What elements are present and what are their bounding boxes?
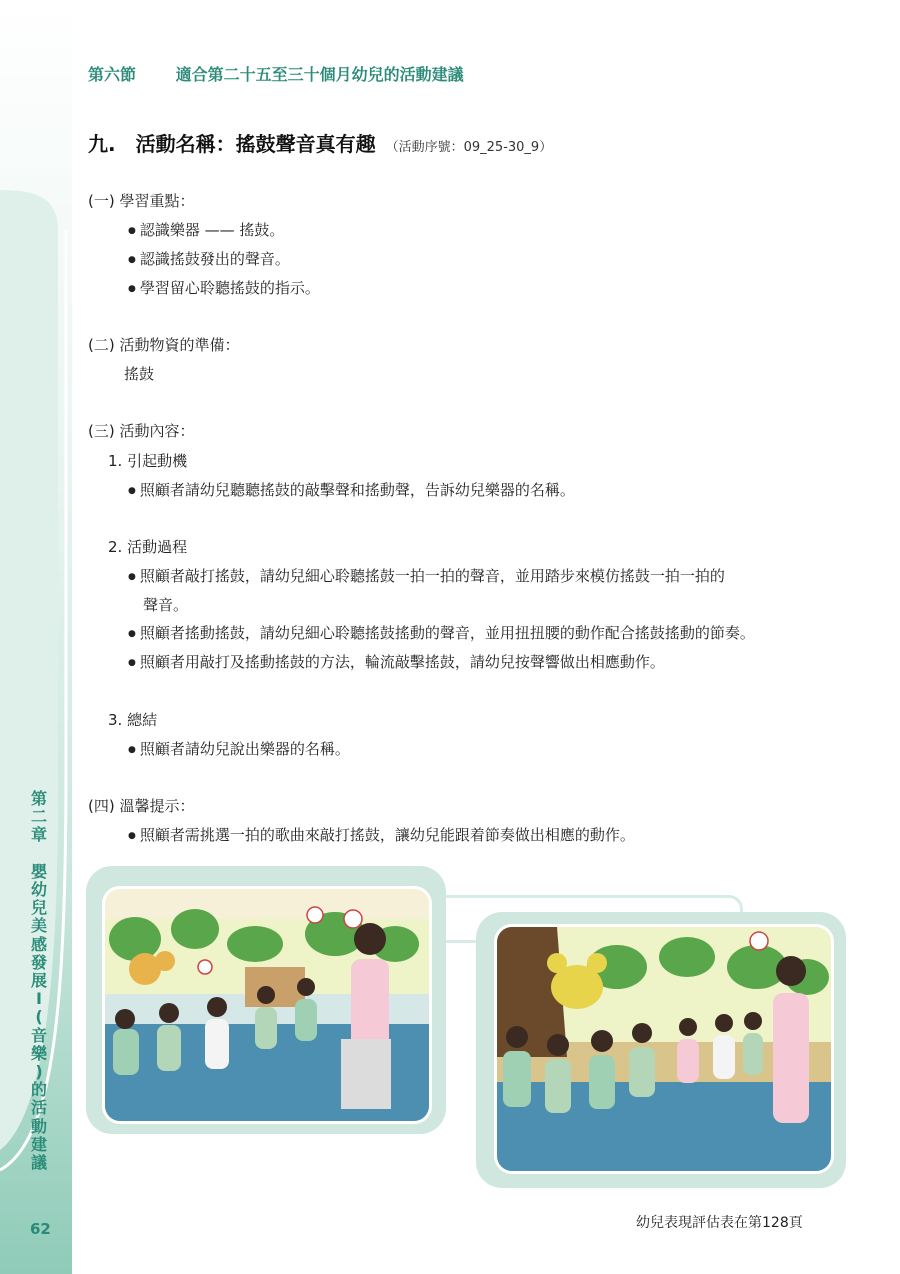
photo-frame-2 [476,912,846,1188]
chapter-title-char: 展 [30,971,47,991]
activity-name: 九. 活動名稱：搖鼓聲音真有趣 [88,132,376,156]
section-number: 第六節 [88,65,137,84]
section-header [88,62,464,85]
activity-photo-2 [494,924,834,1174]
chapter-title-char: I [36,989,42,1009]
chapter-title-char: 動 [30,1116,47,1136]
chapter-title-char: 感 [30,934,47,954]
chapter-title-char: 幼 [30,880,47,900]
chapter-title-char: 兒 [30,898,47,918]
chapter-title-char: 的 [30,1080,47,1100]
step2-item: ● 照顧者搖動搖鼓，請幼兒細心聆聽搖鼓搖動的聲音，並用扭扭腰的動作配合搖鼓搖動的節奏。 [128,622,755,643]
chapter-title-char: ) [35,1062,43,1082]
chapter-title-char: ( [35,1007,43,1027]
chapter-title-vertical [27,790,51,1172]
step1-item: ● 照顧者請幼兒聽聽搖鼓的敲擊聲和搖動聲，告訴幼兒樂器的名稱。 [128,479,575,500]
classroom-photo-illustration [497,927,831,1171]
learning-item: ● 學習留心聆聽搖鼓的指示。 [128,277,320,298]
photo-frame-1 [86,866,446,1134]
tips-item: ● 照顧者需挑選一拍的歌曲來敲打搖鼓，讓幼兒能跟着節奏做出相應的動作。 [128,824,635,845]
step3-title: 3. 總結 [108,711,158,729]
chapter-title-char: 二 [30,807,47,827]
materials-heading: (二) 活動物資的準備： [88,336,240,354]
chapter-title-char: 第 [30,789,47,808]
chapter-sidebar [0,0,76,1274]
step2-item: ● 照顧者用敲打及搖動搖鼓的方法，輪流敲擊搖鼓，請幼兒按聲響做出相應動作。 [128,651,665,672]
learning-item: ● 認識搖鼓發出的聲音。 [128,248,290,269]
step1-title: 1. 引起動機 [108,452,188,470]
tips-heading: (四) 溫馨提示： [88,797,195,815]
materials-item: 搖鼓 [124,365,155,383]
page-number: 62 [30,1220,51,1238]
chapter-title-char: 章 [30,825,47,845]
chapter-title-char: 美 [30,916,47,936]
learning-item: ● 認識樂器 —— 搖鼓。 [128,219,284,240]
section-title: 適合第二十五至三十個月幼兒的活動建議 [175,65,464,84]
chapter-title-char [27,845,51,863]
step2-item-continued: 聲音。 [143,596,189,614]
chapter-title-char: 活 [30,1098,47,1118]
chapter-title-char: 發 [30,952,47,972]
chapter-title-char: 建 [30,1134,47,1154]
chapter-title-char: 嬰 [30,861,47,881]
step3-item: ● 照顧者請幼兒說出樂器的名稱。 [128,738,350,759]
classroom-photo-illustration [105,889,429,1121]
assessment-reference: 幼兒表現評估表在第128頁 [636,1215,803,1231]
activity-serial: （活動序號：09_25-30_9） [385,140,553,155]
chapter-title-char: 音 [30,1025,47,1045]
activity-photo-1 [102,886,432,1124]
chapter-title-char: 議 [30,1153,47,1173]
step2-title: 2. 活動過程 [108,538,188,556]
content-heading: (三) 活動內容： [88,422,195,440]
photo-connector [440,940,480,943]
learning-heading: (一) 學習重點： [88,192,195,210]
chapter-title-char: 樂 [30,1043,47,1063]
activity-title [88,128,552,157]
step2-item: ● 照顧者敲打搖鼓，請幼兒細心聆聽搖鼓一拍一拍的聲音，並用踏步來模仿搖鼓一拍一拍的 [128,565,725,586]
